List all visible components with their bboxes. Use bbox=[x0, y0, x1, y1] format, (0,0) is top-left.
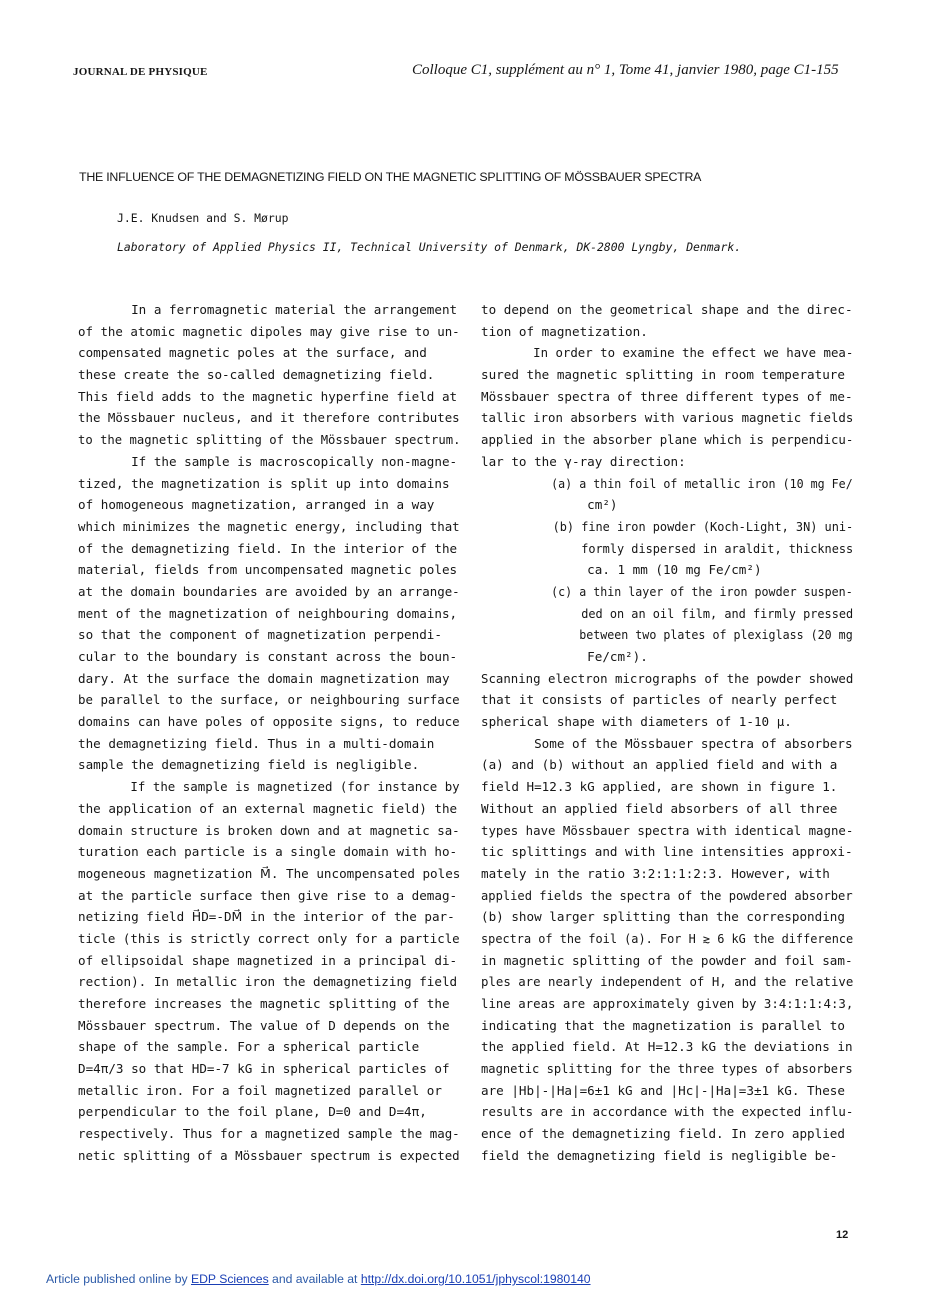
text-line: that it consists of particles of nearly perfect bbox=[481, 692, 838, 708]
text-line: tic splittings and with line intensities approxi- bbox=[481, 844, 853, 860]
text-line: spectra of the foil (a). For H ≳ 6 kG the difference bbox=[481, 930, 854, 946]
paper-title: THE INFLUENCE OF THE DEMAGNETIZING FIELD ON THE MAGNETIC SPLITTING OF MÖSSBAUER SPECTRA bbox=[79, 170, 702, 184]
text-line: tallic iron absorbers with various magnetic fields bbox=[481, 410, 854, 426]
text-line: indicating that the magnetization is parallel to bbox=[481, 1017, 845, 1033]
text-line: shape of the sample. For a spherical particle bbox=[78, 1039, 420, 1055]
text-line: ca. 1 mm (10 mg Fe/cm²) bbox=[481, 562, 762, 578]
text-line: sured the magnetic splitting in room temperature bbox=[481, 367, 845, 383]
text-line: dary. At the surface the domain magnetization may bbox=[78, 670, 450, 686]
text-line: tized, the magnetization is split up into domains bbox=[78, 475, 450, 491]
text-line: therefore increases the magnetic splitting of the bbox=[78, 996, 450, 1011]
text-line: to depend on the geometrical shape and the direc- bbox=[481, 302, 853, 317]
text-line: be parallel to the surface, or neighbouring surface bbox=[78, 692, 460, 708]
text-line: formly dispersed in araldit, thickness bbox=[481, 540, 854, 556]
text-line: Without an applied field absorbers of all three bbox=[481, 800, 838, 816]
text-line: If the sample is macroscopically non-magne- bbox=[78, 453, 458, 469]
text-line: lar to the γ-ray direction: bbox=[481, 453, 686, 469]
text-line: (a) a thin foil of metallic iron (10 mg Fe/ bbox=[481, 475, 853, 491]
text-line: metallic iron. For a foil magnetized parallel or bbox=[78, 1082, 442, 1098]
text-line: spherical shape with diameters of 1-10 μ. bbox=[481, 714, 792, 730]
text-line: netizing field H⃗D=-DM⃗ in the interior of the par- bbox=[78, 909, 455, 925]
text-line: ticle (this is strictly correct only for a particle bbox=[78, 930, 460, 946]
text-line: magnetic splitting for the three types of absorbers bbox=[481, 1061, 853, 1077]
text-line: respectively. Thus for a magnetized sample the mag- bbox=[78, 1126, 460, 1142]
text-line: tion of magnetization. bbox=[481, 323, 648, 339]
text-line: types have Mössbauer spectra with identical magne- bbox=[481, 822, 854, 838]
text-line: are |Hb|-|Ha|=6±1 kG and |Hc|-|Ha|=3±1 kG. These bbox=[481, 1082, 845, 1098]
text-line: Some of the Mössbauer spectra of absorbers bbox=[481, 735, 853, 751]
text-line: Mössbauer spectra of three different types of me- bbox=[481, 388, 853, 404]
text-line: the application of an external magnetic field) the bbox=[78, 800, 458, 816]
text-line: so that the component of magnetization perpendi- bbox=[78, 627, 442, 643]
text-line: results are in accordance with the expected influ- bbox=[481, 1104, 854, 1120]
text-line: mogeneous magnetization M⃗. The uncompensated poles bbox=[78, 865, 461, 881]
text-line: of the demagnetizing field. In the interior of the bbox=[78, 540, 458, 556]
journal-name: JOURNAL DE PHYSIQUE bbox=[73, 66, 208, 78]
authors: J.E. Knudsen and S. Mørup bbox=[117, 211, 289, 225]
text-line: If the sample is magnetized (for instance by bbox=[78, 779, 460, 795]
text-line: ded on an oil film, and firmly pressed bbox=[481, 605, 854, 621]
text-line: rection). In metallic iron the demagnetizing field bbox=[78, 974, 458, 990]
text-line: ment of the magnetization of neighbouring domains, bbox=[78, 605, 458, 621]
text-line: Fe/cm²). bbox=[481, 649, 648, 664]
text-line: field the demagnetizing field is negligible be- bbox=[481, 1147, 838, 1163]
text-line: netic splitting of a Mössbauer spectrum is expected bbox=[78, 1147, 460, 1163]
text-line: (b) show larger splitting than the corresponding bbox=[481, 909, 845, 925]
text-line: the applied field. At H=12.3 kG the deviations in bbox=[481, 1039, 853, 1055]
publication-footer bbox=[46, 1272, 591, 1286]
text-line: Scanning electron micrographs of the powder showed bbox=[481, 670, 854, 686]
text-line: which minimizes the magnetic energy, including that bbox=[78, 518, 460, 534]
text-line: D=4π/3 so that HD=-7 kG in spherical particles of bbox=[78, 1061, 450, 1077]
text-line: domains can have poles of opposite signs, to reduce bbox=[78, 714, 460, 730]
text-line: ples are nearly independent of H, and the relative bbox=[481, 974, 854, 990]
affiliation: Laboratory of Applied Physics II, Technical University of Denmark, DK-2800 Lyngby, Denmark. bbox=[117, 240, 742, 254]
text-line: applied fields the spectra of the powdered absorber bbox=[481, 887, 853, 903]
doi-link[interactable]: http://dx.doi.org/10.1051/jphyscol:1980140 bbox=[360, 1272, 591, 1286]
body-column-right bbox=[481, 299, 853, 1167]
text-line: (a) and (b) without an applied field and with a bbox=[481, 757, 838, 773]
text-line: compensated magnetic poles at the surface, and bbox=[78, 345, 427, 361]
text-line: (b) fine iron powder (Koch-Light, 3N) uni- bbox=[481, 518, 854, 534]
text-line: these create the so-called demagnetizing field. bbox=[78, 367, 435, 383]
footer-middle: and available at bbox=[268, 1272, 361, 1286]
footer-prefix: Article published online by bbox=[46, 1272, 191, 1286]
publisher-link[interactable]: EDP Sciences bbox=[190, 1272, 269, 1286]
text-line: ence of the demagnetizing field. In zero applied bbox=[481, 1126, 845, 1142]
text-line: of ellipsoidal shape magnetized in a principal di- bbox=[78, 952, 458, 968]
text-line: line areas are approximately given by 3:4:1:1:4:3, bbox=[481, 996, 854, 1011]
page-number: 12 bbox=[836, 1229, 849, 1241]
text-line: perpendicular to the foil plane, D=0 and D=4π, bbox=[78, 1104, 427, 1120]
issue-citation: Colloque C1, supplément au n° 1, Tome 41, janvier 1980, page C1-155 bbox=[412, 62, 839, 78]
text-line: material, fields from uncompensated magnetic poles bbox=[78, 562, 458, 578]
text-line: sample the demagnetizing field is negligible. bbox=[78, 757, 420, 773]
text-line: applied in the absorber plane which is perpendicu- bbox=[481, 432, 854, 448]
text-line: at the particle surface then give rise to a demag- bbox=[78, 887, 458, 903]
text-line: Mössbauer spectrum. The value of D depends on the bbox=[78, 1017, 450, 1033]
text-line: turation each particle is a single domain with ho- bbox=[78, 844, 458, 860]
text-line: In order to examine the effect we have mea- bbox=[481, 345, 854, 361]
text-line: This field adds to the magnetic hyperfine field at bbox=[78, 388, 458, 404]
text-line: field H=12.3 kG applied, are shown in figure 1. bbox=[481, 779, 838, 795]
text-line: In a ferromagnetic material the arrangement bbox=[78, 302, 458, 317]
text-line: cular to the boundary is constant across the boun- bbox=[78, 649, 458, 664]
text-line: the demagnetizing field. Thus in a multi-domain bbox=[78, 735, 435, 751]
text-line: the Mössbauer nucleus, and it therefore contributes bbox=[78, 410, 460, 426]
text-line: between two plates of plexiglass (20 mg bbox=[481, 627, 853, 643]
text-line: cm²) bbox=[481, 497, 618, 513]
text-line: of homogeneous magnetization, arranged in a way bbox=[78, 497, 435, 513]
text-line: of the atomic magnetic dipoles may give rise to un- bbox=[78, 323, 460, 339]
text-line: to the magnetic splitting of the Mössbauer spectrum. bbox=[78, 432, 461, 448]
text-line: domain structure is broken down and at magnetic sa- bbox=[78, 822, 460, 838]
body-column-left bbox=[78, 299, 460, 1167]
text-line: mately in the ratio 3:2:1:1:2:3. However, with bbox=[481, 865, 830, 881]
text-line: at the domain boundaries are avoided by an arrange- bbox=[78, 583, 460, 599]
text-line: in magnetic splitting of the powder and foil sam- bbox=[481, 952, 853, 968]
text-line: (c) a thin layer of the iron powder suspen- bbox=[481, 583, 853, 599]
